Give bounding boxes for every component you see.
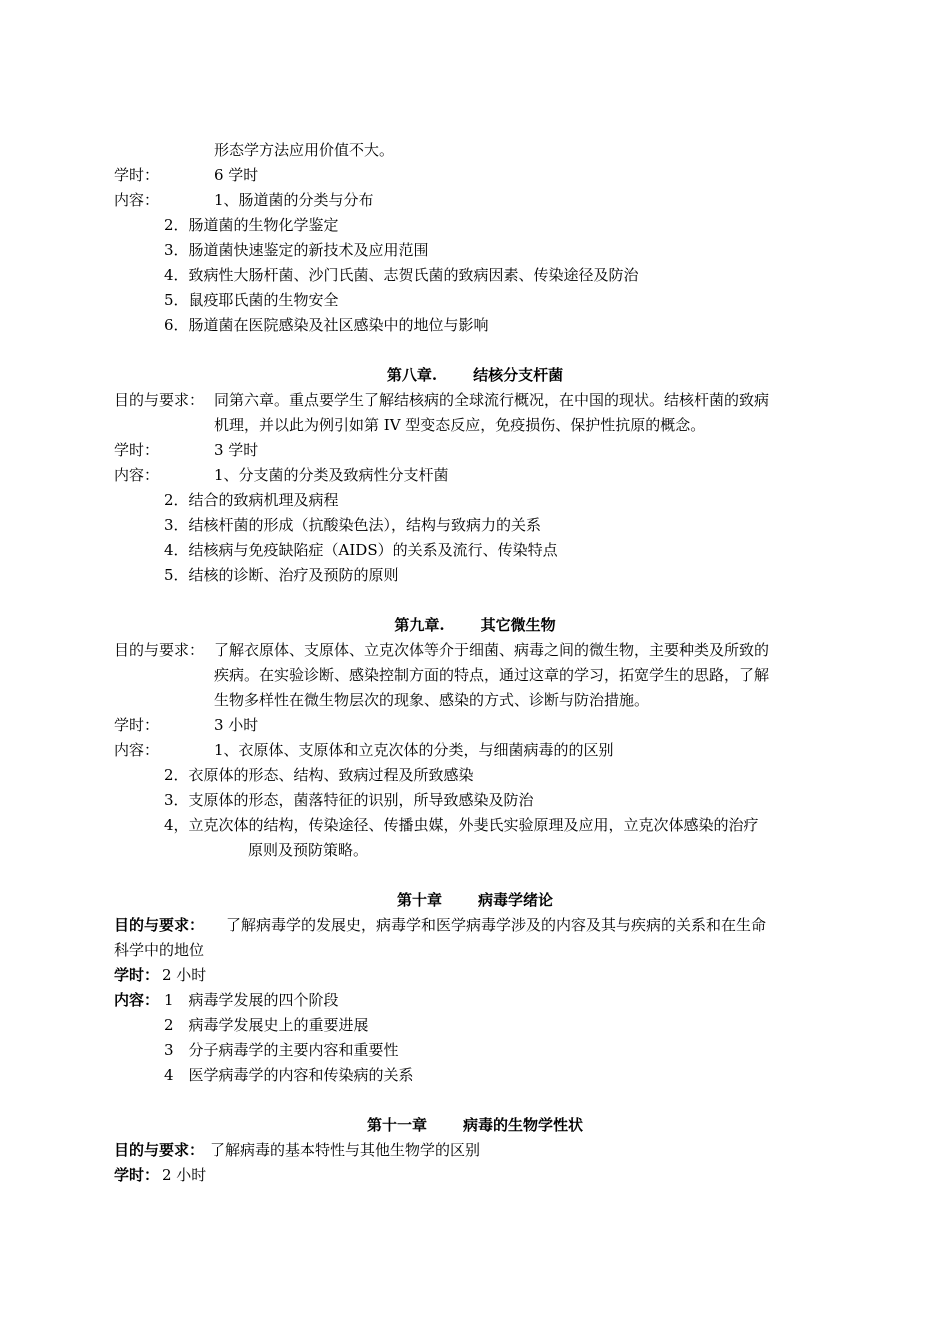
ch10-hours-label: 学时： <box>114 966 160 984</box>
ch8-content-item: 5．结核的诊断、治疗及预防的原则 <box>164 566 399 584</box>
ch8-heading-title: 结核分支杆菌 <box>473 366 564 384</box>
ch7-content-item: 5．鼠疫耶氏菌的生物安全 <box>164 291 339 309</box>
ch8-content-item: 1、分支菌的分类及致病性分支杆菌 <box>214 466 449 484</box>
ch7-content-item: 6．肠道菌在医院感染及社区感染中的地位与影响 <box>164 316 489 334</box>
ch7-content-item: 4．致病性大肠杆菌、沙门氏菌、志贺氏菌的致病因素、传染途径及防治 <box>164 266 639 284</box>
ch8-heading-number: 第八章. <box>386 366 438 384</box>
ch10-content-item: 2 病毒学发展史上的重要进展 <box>164 1016 369 1034</box>
ch10-content-item: 4 医学病毒学的内容和传染病的关系 <box>164 1066 414 1084</box>
ch8-content-item: 3．结核杆菌的形成（抗酸染色法），结构与致病力的关系 <box>164 516 542 534</box>
ch8-content-item: 2．结合的致病机理及病程 <box>164 491 339 509</box>
ch7-goal-continuation: 形态学方法应用价值不大。 <box>214 141 395 159</box>
ch7-content-item: 2．肠道菌的生物化学鉴定 <box>164 216 339 234</box>
ch11-goal-label: 目的与要求： <box>114 1141 205 1159</box>
ch9-goal-text: 了解衣原体、支原体、立克次体等介于细菌、病毒之间的微生物，主要种类及所致的 <box>214 641 770 659</box>
ch9-content-item: 4，立克次体的结构，传染途径、传播虫媒，外斐氏实验原理及应用，立克次体感染的治疗 <box>164 816 759 834</box>
ch7-content-item: 3．肠道菌快速鉴定的新技术及应用范围 <box>164 241 429 259</box>
ch10-goal-label: 目的与要求： <box>114 916 205 934</box>
ch7-content-label: 内容： <box>114 191 160 209</box>
ch11-heading <box>0 1115 950 1135</box>
ch9-heading-number: 第九章. <box>394 616 445 634</box>
ch7-hours-value: 6 学时 <box>214 166 259 184</box>
ch9-heading-title: 其它微生物 <box>480 616 556 634</box>
ch9-content-item: 1、衣原体、支原体和立克次体的分类，与细菌病毒的的区别 <box>214 741 614 759</box>
ch8-goal-text: 同第六章。重点要学生了解结核病的全球流行概况，在中国的现状。结核杆菌的致病 <box>214 391 770 409</box>
ch10-goal-text: 科学中的地位 <box>114 941 205 959</box>
ch8-heading <box>0 365 950 385</box>
ch11-hours-label: 学时： <box>114 1166 160 1184</box>
ch10-goal-text: 了解病毒学的发展史，病毒学和医学病毒学涉及的内容及其与疾病的关系和在生命 <box>226 916 767 934</box>
ch7-content-item: 1、肠道菌的分类与分布 <box>214 191 374 209</box>
ch9-heading <box>0 615 950 635</box>
ch10-content-item: 1 病毒学发展的四个阶段 <box>164 991 339 1009</box>
ch10-hours-value: 2 小时 <box>162 966 207 984</box>
ch7-hours-label: 学时： <box>114 166 160 184</box>
ch10-heading-number: 第十章 <box>396 891 442 909</box>
ch11-hours-value: 2 小时 <box>162 1166 207 1184</box>
ch9-content-item: 2．衣原体的形态、结构、致病过程及所致感染 <box>164 766 474 784</box>
ch8-content-item: 4．结核病与免疫缺陷症（AIDS）的关系及流行、传染特点 <box>164 541 558 559</box>
ch8-goal-label: 目的与要求： <box>114 391 205 409</box>
ch9-hours-label: 学时： <box>114 716 160 734</box>
ch9-hours-value: 3 小时 <box>214 716 259 734</box>
ch8-content-label: 内容： <box>114 466 160 484</box>
ch9-goal-text: 疾病。在实验诊断、感染控制方面的特点，通过这章的学习，拓宽学生的思路，了解 <box>214 666 770 684</box>
ch9-content-item: 原则及预防策略。 <box>248 841 369 859</box>
ch11-heading-number: 第十一章 <box>366 1116 427 1134</box>
ch8-hours-value: 3 学时 <box>214 441 259 459</box>
ch9-content-label: 内容： <box>114 741 160 759</box>
ch10-content-label: 内容： <box>114 991 160 1009</box>
ch10-content-item: 3 分子病毒学的主要内容和重要性 <box>164 1041 399 1059</box>
ch10-heading-title: 病毒学绪论 <box>478 891 554 909</box>
ch11-goal-text: 了解病毒的基本特性与其他生物学的区别 <box>210 1141 481 1159</box>
ch11-heading-title: 病毒的生物学性状 <box>463 1116 584 1134</box>
ch8-hours-label: 学时： <box>114 441 160 459</box>
ch9-goal-text: 生物多样性在微生物层次的现象、感染的方式、诊断与防治措施。 <box>214 691 650 709</box>
ch8-goal-text: 机理，并以此为例引如第 IV 型变态反应，免疫损伤、保护性抗原的概念。 <box>214 416 706 434</box>
ch9-content-item: 3．支原体的形态，菌落特征的识别，所导致感染及防治 <box>164 791 534 809</box>
ch10-heading <box>0 890 950 910</box>
ch9-goal-label: 目的与要求： <box>114 641 205 659</box>
